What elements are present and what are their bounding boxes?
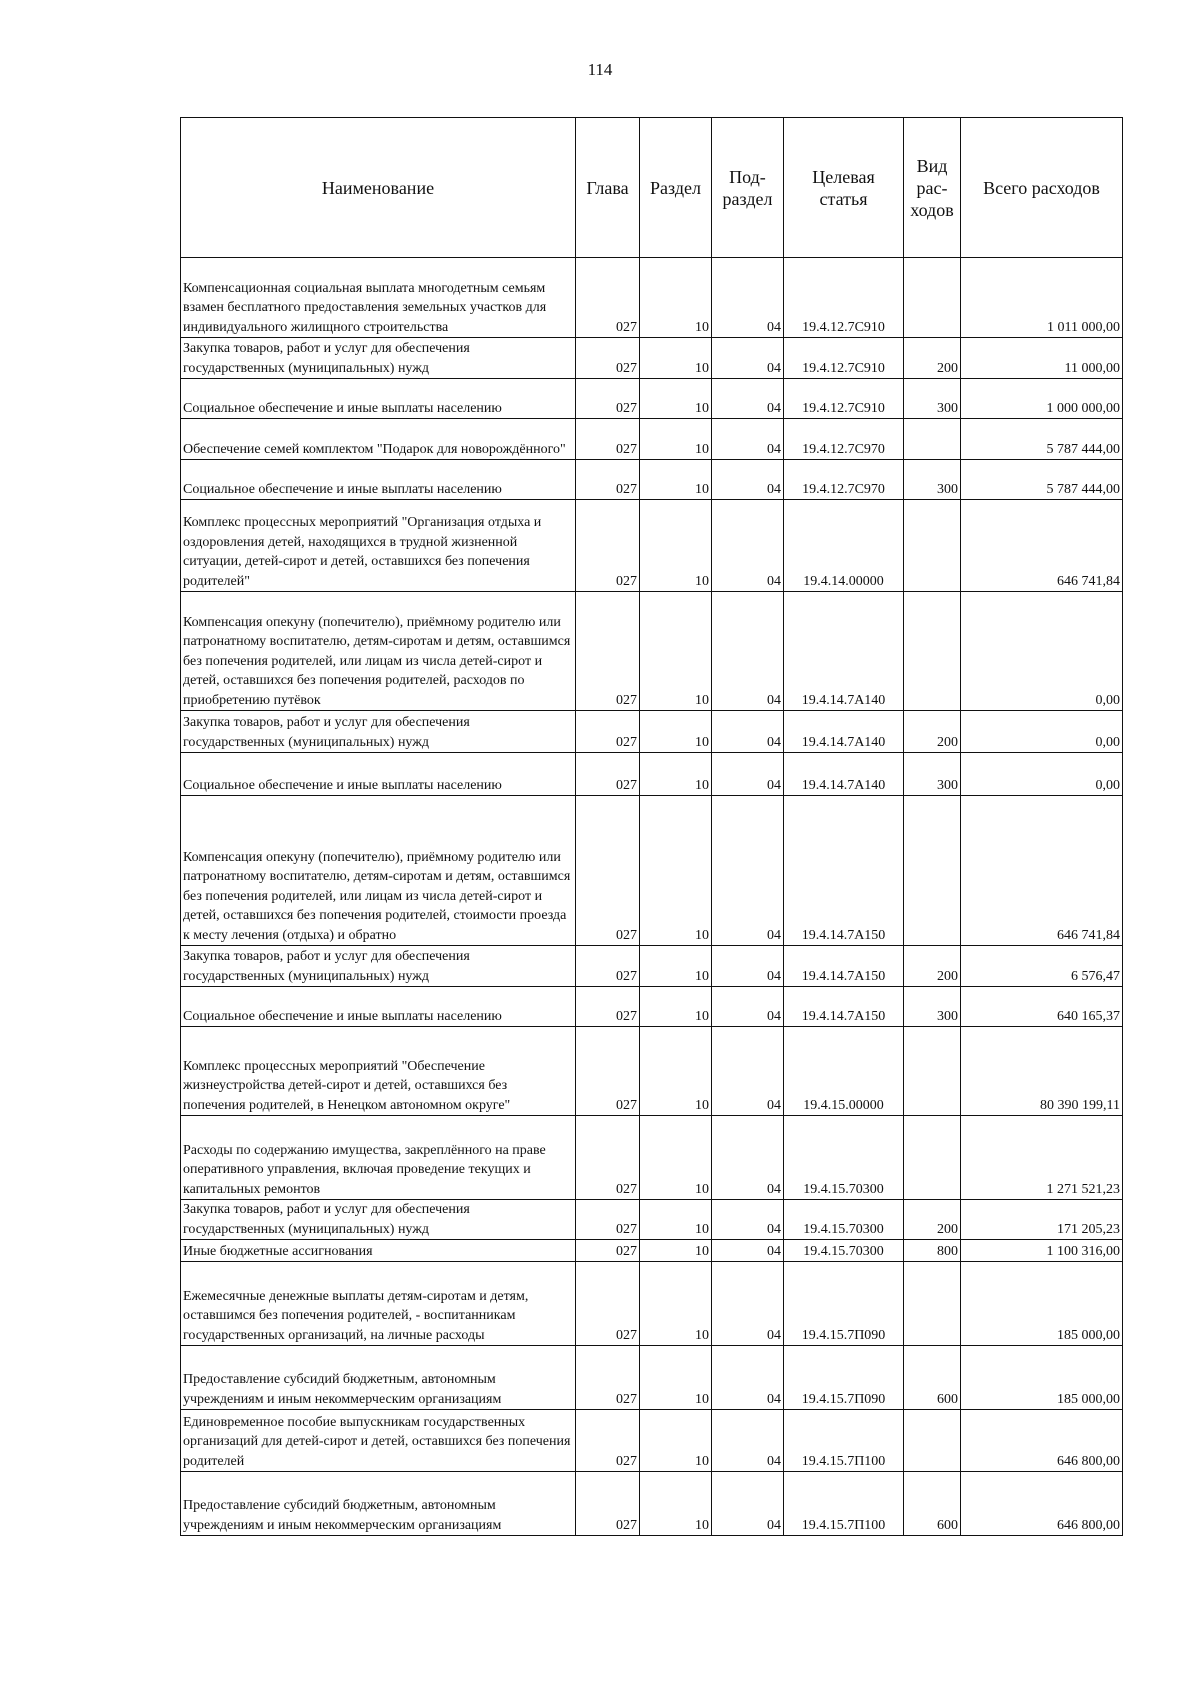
table-row <box>181 1262 1123 1346</box>
row-name: Ежемесячные денежные выплаты детям-сиротам и детям, оставшимся без попечения родителей, - воспитанникам государственных организаций, на личные расходы <box>181 1262 576 1346</box>
row-target: 19.4.15.00000 <box>784 1027 904 1116</box>
table-row <box>181 592 1123 711</box>
page-number: 114 <box>587 60 613 79</box>
header-subsection: Под- раздел <box>712 118 784 258</box>
table-row <box>181 1240 1123 1262</box>
header-target: Целевая статья <box>784 118 904 258</box>
row-kind <box>904 419 961 460</box>
row-section: 10 <box>640 1262 712 1346</box>
row-name: Социальное обеспечение и иные выплаты населению <box>181 987 576 1027</box>
row-total: 646 800,00 <box>961 1472 1123 1536</box>
row-kind <box>904 1410 961 1472</box>
row-chapter: 027 <box>576 1262 640 1346</box>
row-chapter: 027 <box>576 592 640 711</box>
row-kind: 300 <box>904 379 961 419</box>
row-total: 646 741,84 <box>961 796 1123 946</box>
row-total: 646 800,00 <box>961 1410 1123 1472</box>
row-total: 185 000,00 <box>961 1346 1123 1410</box>
row-subsection: 04 <box>712 711 784 753</box>
row-chapter: 027 <box>576 500 640 592</box>
row-chapter: 027 <box>576 419 640 460</box>
row-total: 5 787 444,00 <box>961 419 1123 460</box>
header-section: Раздел <box>640 118 712 258</box>
row-target: 19.4.15.7П100 <box>784 1472 904 1536</box>
row-subsection: 04 <box>712 946 784 987</box>
row-target: 19.4.14.00000 <box>784 500 904 592</box>
row-kind: 200 <box>904 946 961 987</box>
row-kind <box>904 592 961 711</box>
row-section: 10 <box>640 987 712 1027</box>
row-name: Комплекс процессных мероприятий "Обеспечение жизнеустройства детей-сирот и детей, оставшихся без попечения родителей, в Ненецком автономном округе" <box>181 1027 576 1116</box>
row-subsection: 04 <box>712 987 784 1027</box>
row-total: 6 576,47 <box>961 946 1123 987</box>
row-kind: 200 <box>904 711 961 753</box>
row-chapter: 027 <box>576 711 640 753</box>
row-name: Закупка товаров, работ и услуг для обеспечения государственных (муниципальных) нужд <box>181 338 576 379</box>
row-subsection: 04 <box>712 258 784 338</box>
table-row <box>181 1200 1123 1240</box>
row-chapter: 027 <box>576 946 640 987</box>
row-section: 10 <box>640 1240 712 1262</box>
table-row <box>181 419 1123 460</box>
table-row <box>181 796 1123 946</box>
row-name: Компенсация опекуну (попечителю), приёмному родителю или патронатному воспитателю, детям-сиротам и детям, оставшимся без попечения родителей, или лицам из числа детей-сирот и детей, оставшихся без попечения родителей, расходов по приобретению путёвок <box>181 592 576 711</box>
row-kind <box>904 1116 961 1200</box>
row-target: 19.4.14.7А150 <box>784 987 904 1027</box>
row-subsection: 04 <box>712 1116 784 1200</box>
row-total: 0,00 <box>961 592 1123 711</box>
row-chapter: 027 <box>576 1200 640 1240</box>
row-name: Социальное обеспечение и иные выплаты населению <box>181 753 576 796</box>
row-total: 1 100 316,00 <box>961 1240 1123 1262</box>
row-subsection: 04 <box>712 753 784 796</box>
row-chapter: 027 <box>576 1410 640 1472</box>
row-chapter: 027 <box>576 258 640 338</box>
row-target: 19.4.15.70300 <box>784 1240 904 1262</box>
row-section: 10 <box>640 379 712 419</box>
row-name: Компенсация опекуну (попечителю), приёмному родителю или патронатному воспитателю, детям-сиротам и детям, оставшимся без попечения родителей, или лицам из числа детей-сирот и детей, оставшихся без попечения родителей, стоимости проезда к месту лечения (отдыха) и обратно <box>181 796 576 946</box>
row-subsection: 04 <box>712 592 784 711</box>
header-total: Всего расходов <box>961 118 1123 258</box>
table-row <box>181 460 1123 500</box>
row-chapter: 027 <box>576 379 640 419</box>
row-section: 10 <box>640 1472 712 1536</box>
row-subsection: 04 <box>712 338 784 379</box>
row-section: 10 <box>640 1200 712 1240</box>
row-kind: 300 <box>904 987 961 1027</box>
budget-table <box>180 117 1123 1536</box>
table-row <box>181 753 1123 796</box>
row-total: 11 000,00 <box>961 338 1123 379</box>
row-kind: 600 <box>904 1346 961 1410</box>
table-row <box>181 1116 1123 1200</box>
table-row <box>181 1027 1123 1116</box>
row-total: 171 205,23 <box>961 1200 1123 1240</box>
row-kind: 300 <box>904 460 961 500</box>
row-name: Социальное обеспечение и иные выплаты населению <box>181 379 576 419</box>
row-target: 19.4.14.7А140 <box>784 753 904 796</box>
row-section: 10 <box>640 1027 712 1116</box>
row-total: 5 787 444,00 <box>961 460 1123 500</box>
row-name: Комплекс процессных мероприятий "Организация отдыха и оздоровления детей, находящихся в трудной жизненной ситуации, детей-сирот и детей, оставшихся без попечения родителей" <box>181 500 576 592</box>
row-subsection: 04 <box>712 1027 784 1116</box>
row-target: 19.4.15.7П090 <box>784 1346 904 1410</box>
row-name: Единовременное пособие выпускникам государственных организаций для детей-сирот и детей, оставшихся без попечения родителей <box>181 1410 576 1472</box>
row-name: Расходы по содержанию имущества, закреплённого на праве оперативного управления, включая проведение текущих и капитальных ремонтов <box>181 1116 576 1200</box>
row-subsection: 04 <box>712 1472 784 1536</box>
row-section: 10 <box>640 1346 712 1410</box>
row-subsection: 04 <box>712 1346 784 1410</box>
row-target: 19.4.15.7П100 <box>784 1410 904 1472</box>
row-kind <box>904 500 961 592</box>
row-chapter: 027 <box>576 1472 640 1536</box>
row-section: 10 <box>640 500 712 592</box>
row-target: 19.4.12.7С910 <box>784 258 904 338</box>
row-kind <box>904 796 961 946</box>
row-target: 19.4.14.7А140 <box>784 592 904 711</box>
row-subsection: 04 <box>712 460 784 500</box>
row-subsection: 04 <box>712 379 784 419</box>
row-target: 19.4.12.7С970 <box>784 460 904 500</box>
row-chapter: 027 <box>576 987 640 1027</box>
row-section: 10 <box>640 796 712 946</box>
table-header-row <box>181 118 1123 258</box>
row-section: 10 <box>640 711 712 753</box>
row-subsection: 04 <box>712 1262 784 1346</box>
row-name: Закупка товаров, работ и услуг для обеспечения государственных (муниципальных) нужд <box>181 711 576 753</box>
row-section: 10 <box>640 1116 712 1200</box>
row-target: 19.4.14.7А140 <box>784 711 904 753</box>
row-subsection: 04 <box>712 1410 784 1472</box>
row-subsection: 04 <box>712 419 784 460</box>
row-target: 19.4.15.70300 <box>784 1200 904 1240</box>
row-name: Компенсационная социальная выплата многодетным семьям взамен бесплатного предоставления земельных участков для индивидуального жилищного строительства <box>181 258 576 338</box>
header-kind: Вид рас- ходов <box>904 118 961 258</box>
row-total: 646 741,84 <box>961 500 1123 592</box>
row-name: Социальное обеспечение и иные выплаты населению <box>181 460 576 500</box>
row-target: 19.4.14.7А150 <box>784 946 904 987</box>
table-row <box>181 711 1123 753</box>
row-total: 80 390 199,11 <box>961 1027 1123 1116</box>
row-target: 19.4.12.7С910 <box>784 338 904 379</box>
row-kind <box>904 1262 961 1346</box>
row-chapter: 027 <box>576 1240 640 1262</box>
row-section: 10 <box>640 258 712 338</box>
row-chapter: 027 <box>576 753 640 796</box>
row-name: Закупка товаров, работ и услуг для обеспечения государственных (муниципальных) нужд <box>181 946 576 987</box>
table-row <box>181 946 1123 987</box>
header-name: Наименование <box>181 118 576 258</box>
row-name: Обеспечение семей комплектом "Подарок для новорождённого" <box>181 419 576 460</box>
table-row <box>181 1410 1123 1472</box>
row-subsection: 04 <box>712 796 784 946</box>
table-row <box>181 1346 1123 1410</box>
table-row <box>181 338 1123 379</box>
row-chapter: 027 <box>576 1116 640 1200</box>
table-row <box>181 500 1123 592</box>
row-total: 1 000 000,00 <box>961 379 1123 419</box>
row-target: 19.4.14.7А150 <box>784 796 904 946</box>
row-kind: 600 <box>904 1472 961 1536</box>
row-name: Иные бюджетные ассигнования <box>181 1240 576 1262</box>
row-total: 1 011 000,00 <box>961 258 1123 338</box>
row-chapter: 027 <box>576 338 640 379</box>
header-chapter: Глава <box>576 118 640 258</box>
row-target: 19.4.15.70300 <box>784 1116 904 1200</box>
row-chapter: 027 <box>576 1346 640 1410</box>
row-name: Закупка товаров, работ и услуг для обеспечения государственных (муниципальных) нужд <box>181 1200 576 1240</box>
table-row <box>181 379 1123 419</box>
row-chapter: 027 <box>576 460 640 500</box>
row-name: Предоставление субсидий бюджетным, автономным учреждениям и иным некоммерческим организациям <box>181 1472 576 1536</box>
row-target: 19.4.15.7П090 <box>784 1262 904 1346</box>
row-target: 19.4.12.7С910 <box>784 379 904 419</box>
row-target: 19.4.12.7С970 <box>784 419 904 460</box>
row-total: 185 000,00 <box>961 1262 1123 1346</box>
row-chapter: 027 <box>576 796 640 946</box>
row-subsection: 04 <box>712 500 784 592</box>
row-subsection: 04 <box>712 1240 784 1262</box>
row-section: 10 <box>640 592 712 711</box>
row-kind: 200 <box>904 338 961 379</box>
row-kind <box>904 1027 961 1116</box>
row-kind: 300 <box>904 753 961 796</box>
row-section: 10 <box>640 753 712 796</box>
row-name: Предоставление субсидий бюджетным, автономным учреждениям и иным некоммерческим организациям <box>181 1346 576 1410</box>
row-section: 10 <box>640 460 712 500</box>
table-row <box>181 258 1123 338</box>
row-chapter: 027 <box>576 1027 640 1116</box>
row-total: 0,00 <box>961 753 1123 796</box>
row-section: 10 <box>640 946 712 987</box>
row-total: 1 271 521,23 <box>961 1116 1123 1200</box>
row-subsection: 04 <box>712 1200 784 1240</box>
row-total: 640 165,37 <box>961 987 1123 1027</box>
row-section: 10 <box>640 1410 712 1472</box>
table-body <box>181 258 1123 1536</box>
row-section: 10 <box>640 419 712 460</box>
row-total: 0,00 <box>961 711 1123 753</box>
row-section: 10 <box>640 338 712 379</box>
row-kind: 800 <box>904 1240 961 1262</box>
table-row <box>181 1472 1123 1536</box>
row-kind: 200 <box>904 1200 961 1240</box>
table-row <box>181 987 1123 1027</box>
row-kind <box>904 258 961 338</box>
